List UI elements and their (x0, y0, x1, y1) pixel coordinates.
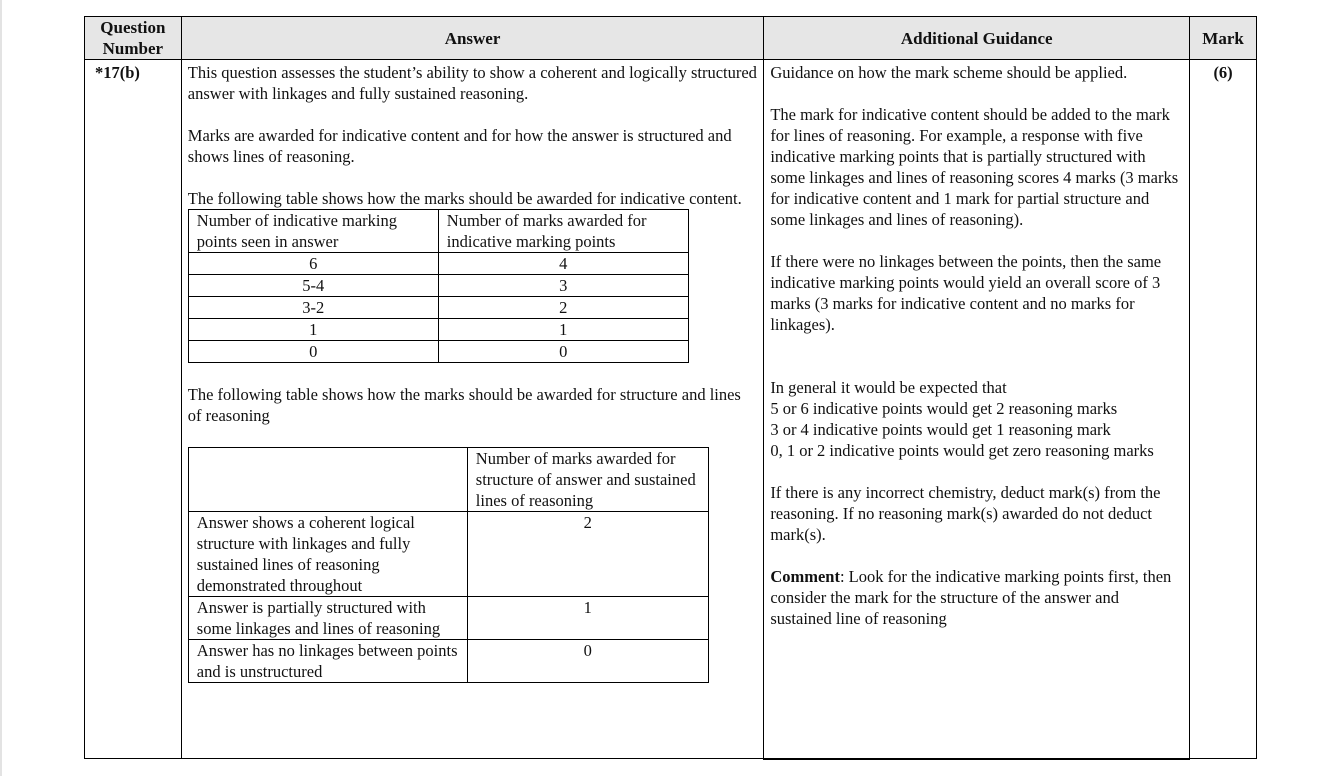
table-row (188, 253, 688, 275)
table-cell: 3 (438, 275, 688, 297)
table-header (188, 448, 467, 512)
table-cell: 0 (467, 640, 708, 683)
table-cell: 2 (438, 297, 688, 319)
header-row (85, 17, 1257, 60)
table-row (188, 275, 688, 297)
mark-value: (6) (1190, 60, 1257, 759)
header-mark: Mark (1190, 17, 1257, 60)
answer-intro: This question assesses the student’s ability to show a coherent and logically structured answer with linkages and fully sustained reasoning. (187, 63, 757, 103)
page-edge (0, 0, 2, 776)
table-header: Number of marks awarded for structure of answer and sustained lines of reasoning (467, 448, 708, 512)
header-answer: Answer (181, 17, 764, 60)
indicative-content-table (188, 209, 689, 363)
table-cell: 5-4 (188, 275, 438, 297)
guidance-incorrect-chemistry: If there is any incorrect chemistry, deduct mark(s) from the reasoning. If no reasoning mark(s) awarded do not deduct mark(s). (770, 483, 1161, 544)
table-cell: 0 (188, 341, 438, 363)
table-cell: 4 (438, 253, 688, 275)
table2-caption: The following table shows how the marks should be awarded for structure and lines of reasoning (187, 385, 741, 425)
comment-label: Comment (770, 567, 840, 586)
header-question-number: Question Number (85, 17, 182, 60)
table-cell: Answer is partially structured with some linkages and lines of reasoning (188, 597, 467, 640)
question-number: *17(b) (85, 60, 182, 759)
guidance-example: The mark for indicative content should be added to the mark for lines of reasoning. For example, a response with five indicative marking points that is partially structured with some linkages and lines of reasoning scores 4 marks (3 marks for indicative content and 1 mark for partial structure and some linkages and lines of reasoning). (770, 105, 1179, 229)
mark-scheme-table (84, 16, 1257, 760)
table-header: Number of marks awarded for indicative marking points (438, 210, 688, 253)
table-cell: 3-2 (188, 297, 438, 319)
table-header: Number of indicative marking points seen in answer (188, 210, 438, 253)
guidance-general-line: 5 or 6 indicative points would get 2 reasoning marks (770, 399, 1118, 418)
table-cell: Answer shows a coherent logical structure with linkages and fully sustained lines of reasoning demonstrated throughout (188, 512, 467, 597)
table-cell: 1 (438, 319, 688, 341)
guidance-comment (770, 566, 1183, 629)
structure-reasoning-table (188, 447, 709, 683)
guidance-no-linkages: If there were no linkages between the points, then the same indicative marking points would yield an overall score of 3 marks (3 marks for indicative content and no marks for linkages). (770, 252, 1162, 334)
header-additional-guidance: Additional Guidance (764, 17, 1190, 60)
table-row (188, 319, 688, 341)
guidance-general-line: In general it would be expected that (770, 378, 1007, 397)
table-cell: 6 (188, 253, 438, 275)
comment-text: : Look for the indicative marking points first, then consider the mark for the structure of the answer and sustained line of reasoning (770, 567, 1172, 628)
table-cell: 1 (467, 597, 708, 640)
table-cell: 0 (438, 341, 688, 363)
table-header-row (188, 210, 688, 253)
table-row (188, 597, 708, 640)
table-row (188, 341, 688, 363)
guidance-general-line: 0, 1 or 2 indicative points would get zero reasoning marks (770, 441, 1154, 460)
table-cell: 2 (467, 512, 708, 597)
guidance-general-line: 3 or 4 indicative points would get 1 reasoning mark (770, 420, 1111, 439)
question-row (85, 60, 1257, 759)
answer-cell (181, 60, 764, 759)
table-row (188, 512, 708, 597)
table-row (188, 640, 708, 683)
table1-caption: The following table shows how the marks should be awarded for indicative content. (187, 189, 742, 208)
guidance-intro: Guidance on how the mark scheme should be applied. (770, 63, 1128, 82)
guidance-cell (764, 60, 1190, 759)
table-header-row (188, 448, 708, 512)
table-cell: 1 (188, 319, 438, 341)
table-cell: Answer has no linkages between points and is unstructured (188, 640, 467, 683)
table-row (188, 297, 688, 319)
answer-marks-awarded: Marks are awarded for indicative content and for how the answer is structured and shows lines of reasoning. (187, 126, 732, 166)
